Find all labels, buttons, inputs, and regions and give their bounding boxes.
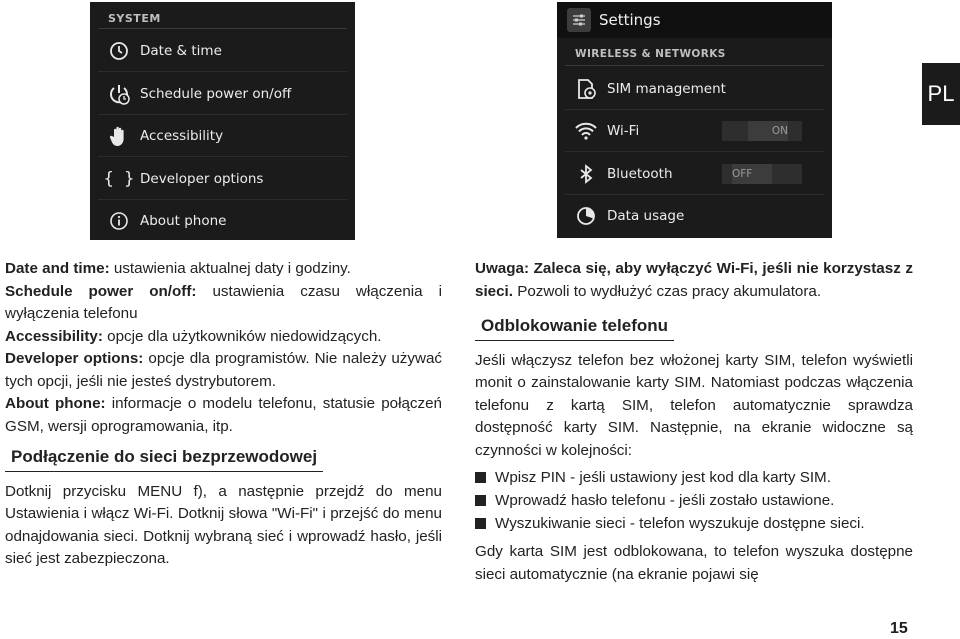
bluetooth-icon	[575, 163, 597, 185]
section-heading-wifi: Podłączenie do sieci bezprzewodowej	[5, 446, 323, 472]
section-heading-unlock: Odblokowanie telefonu	[475, 315, 674, 341]
menu-item-label: About phone	[140, 213, 227, 229]
hand-icon	[108, 125, 130, 147]
menu-item-label: Accessibility	[140, 128, 224, 144]
bullet-square-icon	[475, 472, 486, 483]
bullet-square-icon	[475, 495, 486, 506]
menu-item-about-phone[interactable]	[90, 200, 355, 242]
settings-title: Settings	[599, 11, 661, 29]
menu-item-label: Bluetooth	[607, 166, 673, 182]
left-column	[5, 258, 442, 571]
list-item: Wprowadź hasło telefonu - jeśli zostało ustawione.	[475, 489, 913, 512]
clock-icon	[108, 40, 130, 62]
info-icon	[108, 210, 130, 232]
menu-item-label: SIM management	[607, 81, 726, 97]
unlock-paragraph: Jeśli włączysz telefon bez włożonej karty SIM, telefon wyświetli monit o zainstalowanie karty SIM. Natomiast podczas włączenia telefonu z kartą SIM, telefon automatycznie sprawdza dostępność karty SIM. Następnie, na ekranie widoczne są czynności w kolejności:	[475, 351, 913, 459]
definition-about-phone: About phone: informacje o modelu telefonu, statusie połączeń GSM, wersji oprogramowania, itp.	[5, 395, 442, 435]
menu-item-wifi[interactable]	[557, 110, 832, 152]
unlock-paragraph-continued: Gdy karta SIM jest odblokowana, to telefon wyszuka dostępne sieci automatycznie (na ekranie pojawi się	[475, 543, 913, 583]
menu-item-label: Wi-Fi	[607, 123, 640, 139]
right-column	[475, 258, 913, 586]
menu-item-label: Data usage	[607, 208, 685, 224]
section-divider	[98, 28, 347, 29]
menu-item-data-usage[interactable]	[557, 195, 832, 237]
wireless-settings-screenshot	[557, 2, 832, 238]
section-divider	[565, 65, 824, 66]
settings-sliders-icon[interactable]	[567, 8, 591, 32]
braces-icon: { }	[103, 169, 135, 189]
menu-item-date-time[interactable]	[90, 30, 355, 72]
pie-icon	[575, 205, 597, 227]
menu-item-developer-options[interactable]	[90, 158, 355, 200]
menu-item-accessibility[interactable]	[90, 115, 355, 157]
menu-item-label: Date & time	[140, 43, 222, 59]
menu-item-bluetooth[interactable]	[557, 153, 832, 195]
definition-accessibility: Accessibility: opcje dla użytkowników niedowidzących.	[5, 327, 382, 345]
sim-icon	[575, 78, 597, 100]
wifi-toggle[interactable]: ON	[722, 121, 802, 141]
language-tab: PL	[922, 63, 960, 125]
menu-item-label: Developer options	[140, 171, 264, 187]
list-item: Wyszukiwanie sieci - telefon wyszukuje dostępne sieci.	[475, 512, 913, 535]
wifi-icon	[575, 120, 597, 142]
menu-item-label: Schedule power on/off	[140, 86, 292, 102]
bullet-square-icon	[475, 518, 486, 529]
system-section-header: SYSTEM	[108, 12, 161, 25]
definition-developer-options: Developer options: opcje dla programistów. Nie należy używać tych opcji, jeśli nie jesteś dystrybutorem.	[5, 350, 442, 390]
menu-item-schedule-power[interactable]	[90, 73, 355, 115]
page-number: 15	[890, 620, 908, 637]
power-schedule-icon	[108, 83, 130, 105]
list-item: Wpisz PIN - jeśli ustawiony jest kod dla karty SIM.	[475, 466, 913, 489]
unlock-steps-list	[475, 466, 913, 535]
bluetooth-toggle[interactable]: OFF	[722, 164, 802, 184]
wifi-instructions: Dotknij przycisku MENU f), a następnie przejdź do menu Ustawienia i włącz Wi-Fi. Dotknij słowa "Wi-Fi" i przejść do menu odnajdowania sieci. Dotknij wybraną sieć i wprowadź hasło, jeśli sieć jest zabezpieczona.	[5, 482, 442, 567]
definition-schedule-power: Schedule power on/off: ustawienia czasu włączenia i wyłączenia telefonu	[5, 282, 442, 322]
wifi-note: Uwaga: Zaleca się, aby wyłączyć Wi-Fi, jeśli nie korzystasz z sieci. Pozwoli to wydłużyć czas pracy akumulatora.	[475, 260, 913, 300]
wireless-section-header: WIRELESS & NETWORKS	[575, 48, 726, 60]
definition-date-time: Date and time: ustawienia aktualnej daty i godziny.	[5, 260, 351, 277]
settings-title-bar	[557, 2, 832, 38]
system-settings-screenshot	[90, 2, 355, 240]
menu-item-sim-management[interactable]	[557, 68, 832, 110]
